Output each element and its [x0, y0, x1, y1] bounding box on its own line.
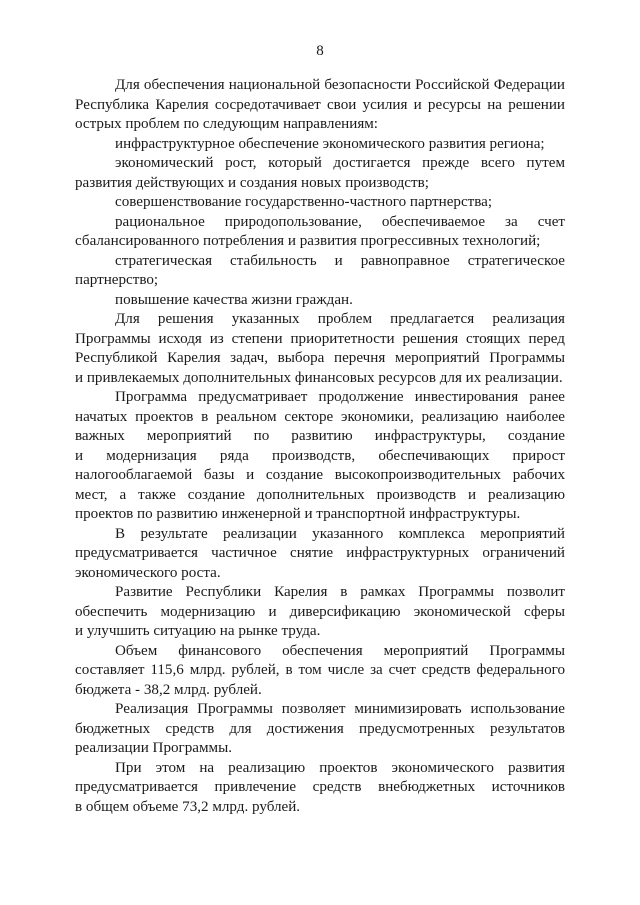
paragraph-line: Республикой Карелия задач, выбора перечня мероприятий Программы [75, 350, 565, 366]
paragraph-line: бюджетных средств для достижения предусмотренных результатов [75, 720, 565, 737]
paragraph-line: экономического роста. [75, 564, 221, 581]
paragraph-line: важных мероприятий по развитию инфраструктуры, создание [75, 428, 565, 444]
paragraph-line: мест, а также создание дополнительных производств и реализацию [75, 486, 565, 503]
paragraph-line: бюджета - 38,2 млрд. рублей. [75, 681, 262, 698]
paragraph-line: Программа предусматривает продолжение инвестирования ранее [115, 389, 565, 405]
paragraph-line: экономический рост, который достигается прежде всего путем [115, 155, 565, 171]
paragraph-line: Республика Карелия сосредотачивает свои усилия и ресурсы на решении [75, 96, 565, 113]
page-number: 8 [316, 43, 324, 59]
paragraph-line: развития действующих и создания новых производств; [75, 174, 429, 191]
paragraph [75, 642, 565, 701]
paragraph-line: реализации Программы. [75, 740, 232, 756]
paragraph-line: партнерство; [75, 272, 159, 288]
paragraph [75, 193, 565, 213]
paragraph-line: налогооблагаемой базы и создание высокопроизводительных рабочих [75, 467, 565, 483]
paragraph-line: Для обеспечения национальной безопасности Российской Федерации [115, 77, 565, 93]
paragraph [75, 154, 565, 193]
paragraph-line: стратегическая стабильность и равноправное стратегическое [115, 252, 565, 269]
paragraph-line: начатых проектов в реальном секторе экономики, реализацию наиболее [75, 408, 565, 425]
paragraph-line: обеспечить модернизацию и диверсификацию экономической сферы [75, 603, 565, 620]
paragraph-line: Развитие Республики Карелия в рамках Программы позволит [115, 584, 565, 600]
paragraph-line: проектов по развитию инженерной и транспортной инфраструктуры. [75, 506, 521, 522]
paragraph [75, 583, 565, 642]
paragraph-line: Программы исходя из степени приоритетности решения стоящих перед [75, 330, 565, 347]
paragraph-line: рациональное природопользование, обеспечиваемое за счет [115, 213, 565, 230]
paragraph [75, 213, 565, 252]
paragraph [75, 291, 565, 311]
paragraph-line: в общем объеме 73,2 млрд. рублей. [75, 798, 301, 815]
paragraph-line: и привлекаемых дополнительных финансовых ресурсов для их реализации. [75, 369, 563, 386]
paragraph [75, 759, 565, 818]
paragraph-line: составляет 115,6 млрд. рублей, в том числе за счет средств федерального [75, 662, 565, 678]
paragraph [75, 252, 565, 291]
paragraph [75, 525, 565, 584]
paragraph-line: Реализация Программы позволяет минимизировать использование [115, 701, 565, 717]
paragraph-line: предусматривается частичное снятие инфраструктурных ограничений [75, 545, 565, 561]
paragraph-line: В результате реализации указанного комплекса мероприятий [115, 525, 565, 542]
paragraph-line: При этом на реализацию проектов экономического развития [115, 759, 565, 776]
paragraph-line: предусматривается привлечение средств внебюджетных источников [75, 779, 565, 795]
paragraph [75, 388, 565, 525]
paragraph-line: инфраструктурное обеспечение экономического развития региона; [115, 135, 545, 152]
paragraph [75, 135, 565, 155]
paragraph-line: совершенствование государственно-частного партнерства; [115, 194, 493, 210]
paragraph-line: повышение качества жизни граждан. [115, 291, 353, 308]
paragraph [75, 76, 565, 135]
document-body [75, 76, 565, 817]
paragraph-line: и улучшить ситуацию на рынке труда. [75, 623, 321, 639]
paragraph [75, 310, 565, 388]
paragraph-line: и модернизация ряда производств, обеспечивающих прирост [75, 447, 565, 464]
paragraph-line: Для решения указанных проблем предлагается реализация [115, 311, 565, 327]
paragraph-line: острых проблем по следующим направлениям: [75, 116, 379, 132]
paragraph [75, 700, 565, 759]
paragraph-line: Объем финансового обеспечения мероприятий Программы [115, 642, 565, 659]
paragraph-line: сбалансированного потребления и развития прогрессивных технологий; [75, 233, 541, 249]
